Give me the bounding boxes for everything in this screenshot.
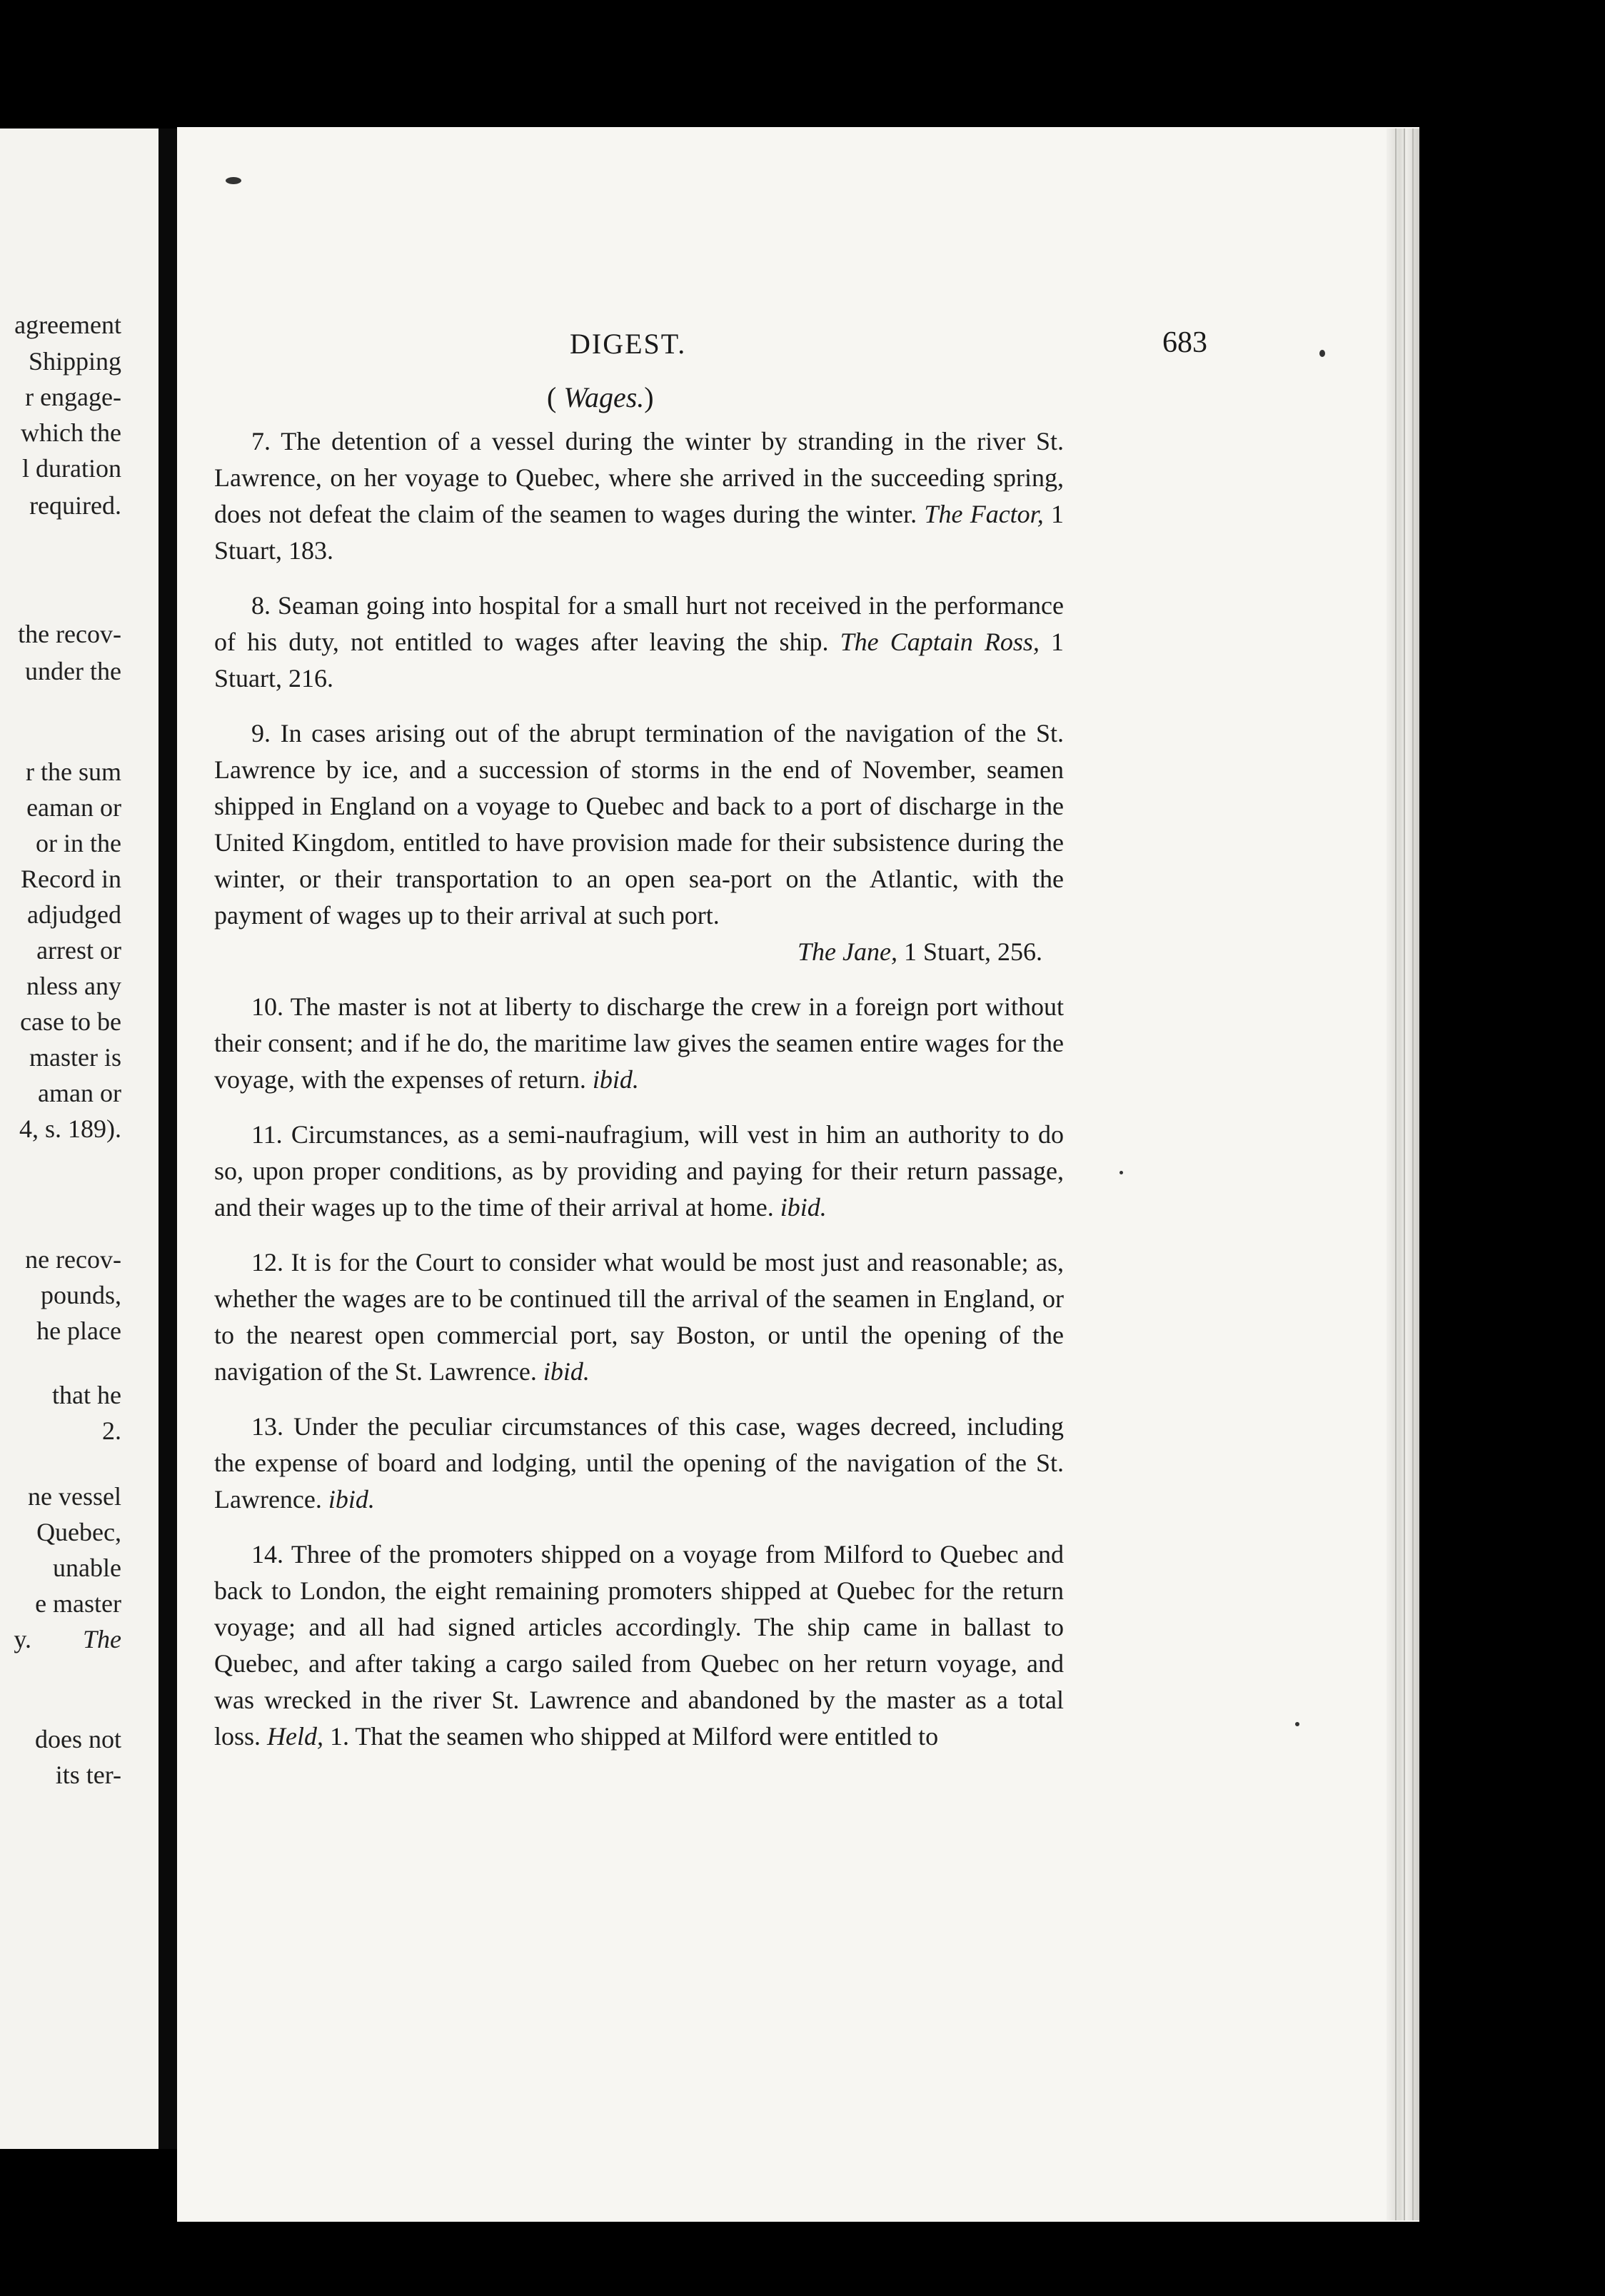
left-page-line: adjudged (27, 900, 121, 929)
citation: 1 Stuart, 216. (214, 628, 1064, 693)
scan-speck (1319, 350, 1325, 357)
left-page-line: Record in (21, 865, 121, 893)
scan-speck (226, 177, 241, 184)
case-name: ibid. (543, 1357, 590, 1386)
left-page-line: case to be (20, 1007, 121, 1036)
paragraph-14 (214, 1536, 1064, 1755)
paragraph-text: 13. Under the peculiar circumstances of this case, wages decreed, including the expense of board and lodging, until the opening of the navigation of the St. Lawrence. (214, 1412, 1064, 1514)
paragraph-10 (214, 989, 1064, 1098)
left-page-line: ne vessel (28, 1482, 121, 1511)
left-page-line: under the (25, 657, 121, 685)
left-page-line: does not (35, 1725, 121, 1753)
paragraph-text: 8. Seaman going into hospital for a small hurt not received in the performance of his duty, not entitled to wages after leaving the ship. (214, 591, 1064, 656)
citation: 1. That the seamen who shipped at Milford were entitled to (323, 1722, 939, 1751)
left-page-line: y. (14, 1625, 31, 1653)
case-name: ibid. (328, 1485, 375, 1514)
left-page-line: l duration (22, 454, 121, 483)
left-page-line: Shipping (28, 347, 121, 376)
left-page-line: ne recov- (25, 1245, 121, 1274)
citation: 1 Stuart, 256. (897, 937, 1042, 966)
left-page-line: the recov- (18, 620, 121, 648)
left-page-line: unable (53, 1554, 121, 1582)
left-page-line: that he (52, 1381, 121, 1409)
left-page-line: 2. (102, 1416, 121, 1445)
left-page-line: master is (29, 1043, 121, 1072)
section-title: Wages. (563, 381, 645, 413)
left-page-line: which the (21, 418, 121, 447)
left-page-line: or in the (36, 829, 121, 857)
left-page-line: 4, s. 189). (19, 1114, 121, 1143)
left-page-line: agreement (14, 311, 121, 339)
case-name: ibid. (592, 1065, 639, 1094)
paragraph-9 (214, 715, 1064, 934)
paragraph-8 (214, 588, 1064, 697)
book-gutter (159, 129, 177, 2149)
left-page-line: required. (29, 491, 121, 520)
scan-speck (1295, 1722, 1299, 1726)
jane-citation (214, 934, 1064, 970)
scan-speck (1120, 1171, 1123, 1174)
left-facing-page (0, 129, 159, 2149)
left-page-line: r engage- (25, 383, 121, 411)
left-page-line: e master (35, 1589, 121, 1618)
case-name: Held, (267, 1722, 324, 1751)
paragraph-text: 7. The detention of a vessel during the winter by stranding in the river St. Lawrence, on her voyage to Quebec, where she arrived in the succeeding spring, does not defeat the claim of the seamen to wages during the winter. (214, 427, 1064, 528)
main-page (177, 127, 1419, 2222)
paragraph-text: 12. It is for the Court to consider what would be most just and reasonable; as, whether the wages are to be continued till the arrival of the seamen in England, or to the nearest open commercial port, say Boston, or until the opening of the navigation of the St. Lawrence. (214, 1248, 1064, 1386)
page-edge (1387, 129, 1419, 2220)
left-page-line: aman or (38, 1079, 121, 1107)
left-page-line: arrest or (36, 936, 121, 965)
section-close-paren: ) (644, 381, 654, 413)
left-page-line: Quebec, (36, 1518, 121, 1546)
body-text (214, 423, 1064, 1773)
left-page-line: eaman or (26, 793, 121, 822)
section-heading (547, 381, 654, 414)
paragraph-text: 11. Circumstances, as a semi-naufragium, will vest in him an authority to do so, upon proper conditions, as by providing and paying for their return passage, and their wages up to the time of their arrival at home. (214, 1120, 1064, 1222)
paragraph-text: 9. In cases arising out of the abrupt termination of the navigation of the St. Lawrence by ice, and a succession of storms in the end of November, seamen shipped in England on a voyage to Quebec and back to a port of discharge in the United Kingdom, entitled to have provision made for their subsistence during the winter, or their transportation to an open sea-port on the Atlantic, with the payment of wages up to their arrival at such port. (214, 719, 1064, 930)
page-number: 683 (1162, 326, 1207, 359)
paragraph-7 (214, 423, 1064, 569)
left-page-line: its ter- (55, 1761, 121, 1789)
case-name: The Captain Ross, (840, 628, 1040, 656)
paragraph-13 (214, 1409, 1064, 1518)
paragraph-12 (214, 1244, 1064, 1390)
left-page-line: nless any (26, 972, 121, 1000)
left-page-line: r the sum (26, 757, 121, 786)
citation: 1 Stuart, 183. (214, 500, 1064, 565)
left-page-line: pounds, (40, 1281, 121, 1309)
paragraph-text: 14. Three of the promoters shipped on a voyage from Milford to Quebec and back to London, the eight remaining promoters shipped at Quebec for the return voyage; and all had signed articles accordingly. The ship came in ballast to Quebec, and after taking a cargo sailed from Quebec on her return voyage, and was wrecked in the river St. Lawrence and abandoned by the master as a total loss. (214, 1540, 1064, 1751)
section-open-paren: ( (547, 381, 564, 413)
paragraph-text: 10. The master is not at liberty to discharge the crew in a foreign port without their consent; and if he do, the maritime law gives the seamen entire wages for the voyage, with the expenses of return. (214, 992, 1064, 1094)
left-page-line: The (83, 1625, 121, 1653)
running-head: DIGEST. (570, 328, 687, 360)
left-page-line: he place (36, 1316, 121, 1345)
case-name: ibid. (780, 1193, 827, 1222)
case-name: The Factor, (924, 500, 1044, 528)
case-name: The Jane, (798, 937, 897, 966)
paragraph-11 (214, 1117, 1064, 1226)
